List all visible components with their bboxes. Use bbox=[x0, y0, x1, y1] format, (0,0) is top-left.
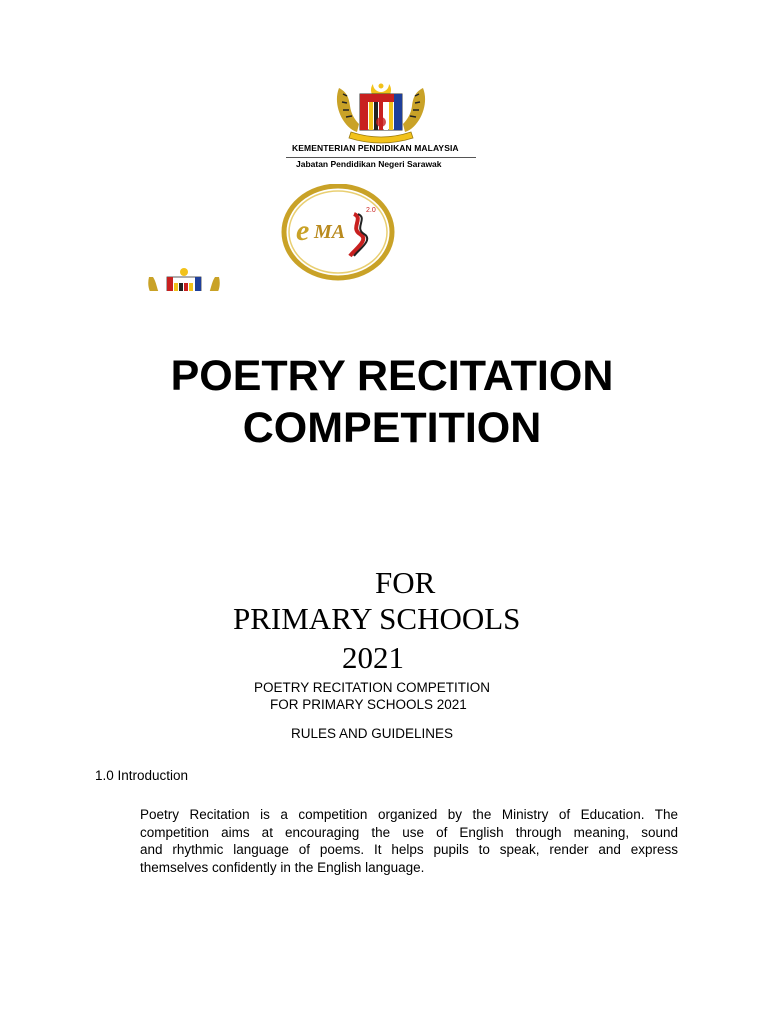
emas-logo bbox=[280, 184, 398, 284]
header-divider bbox=[286, 157, 476, 158]
svg-text:MA: MA bbox=[314, 221, 346, 243]
subtitle-line-2: FOR PRIMARY SCHOOLS 2021 bbox=[270, 697, 467, 712]
svg-text:2.0: 2.0 bbox=[366, 207, 376, 214]
subtitle-line-1: POETRY RECITATION COMPETITION bbox=[254, 680, 491, 695]
coat-of-arms-logo bbox=[333, 80, 429, 146]
svg-text:e: e bbox=[296, 214, 310, 247]
ministry-name: KEMENTERIAN PENDIDIKAN MALAYSIA bbox=[292, 143, 459, 153]
document-title bbox=[0, 350, 768, 454]
paragraph-line: and rhythmic language of poems. It helps pupils to speak, render and express bbox=[140, 842, 678, 857]
rules-heading: RULES AND GUIDELINES bbox=[291, 726, 454, 741]
paragraph-line: Poetry Recitation is a competition organized by the Ministry of Education. The bbox=[140, 807, 678, 822]
introduction-heading: 1.0 Introduction bbox=[95, 768, 189, 783]
introduction-paragraph bbox=[140, 806, 678, 876]
title-line-2: COMPETITION bbox=[242, 404, 542, 452]
audience-year: 2021 bbox=[342, 640, 404, 675]
paragraph-line: themselves confidently in the English language. bbox=[140, 859, 425, 875]
title-line-1: POETRY RECITATION bbox=[170, 352, 614, 400]
department-name: Jabatan Pendidikan Negeri Sarawak bbox=[296, 159, 442, 169]
audience-for: FOR bbox=[375, 565, 436, 600]
audience-schools: PRIMARY SCHOOLS bbox=[233, 601, 521, 636]
coat-of-arms-small-logo bbox=[145, 265, 223, 291]
paragraph-line: competition aims at encouraging the use of English through meaning, sound bbox=[140, 824, 678, 840]
